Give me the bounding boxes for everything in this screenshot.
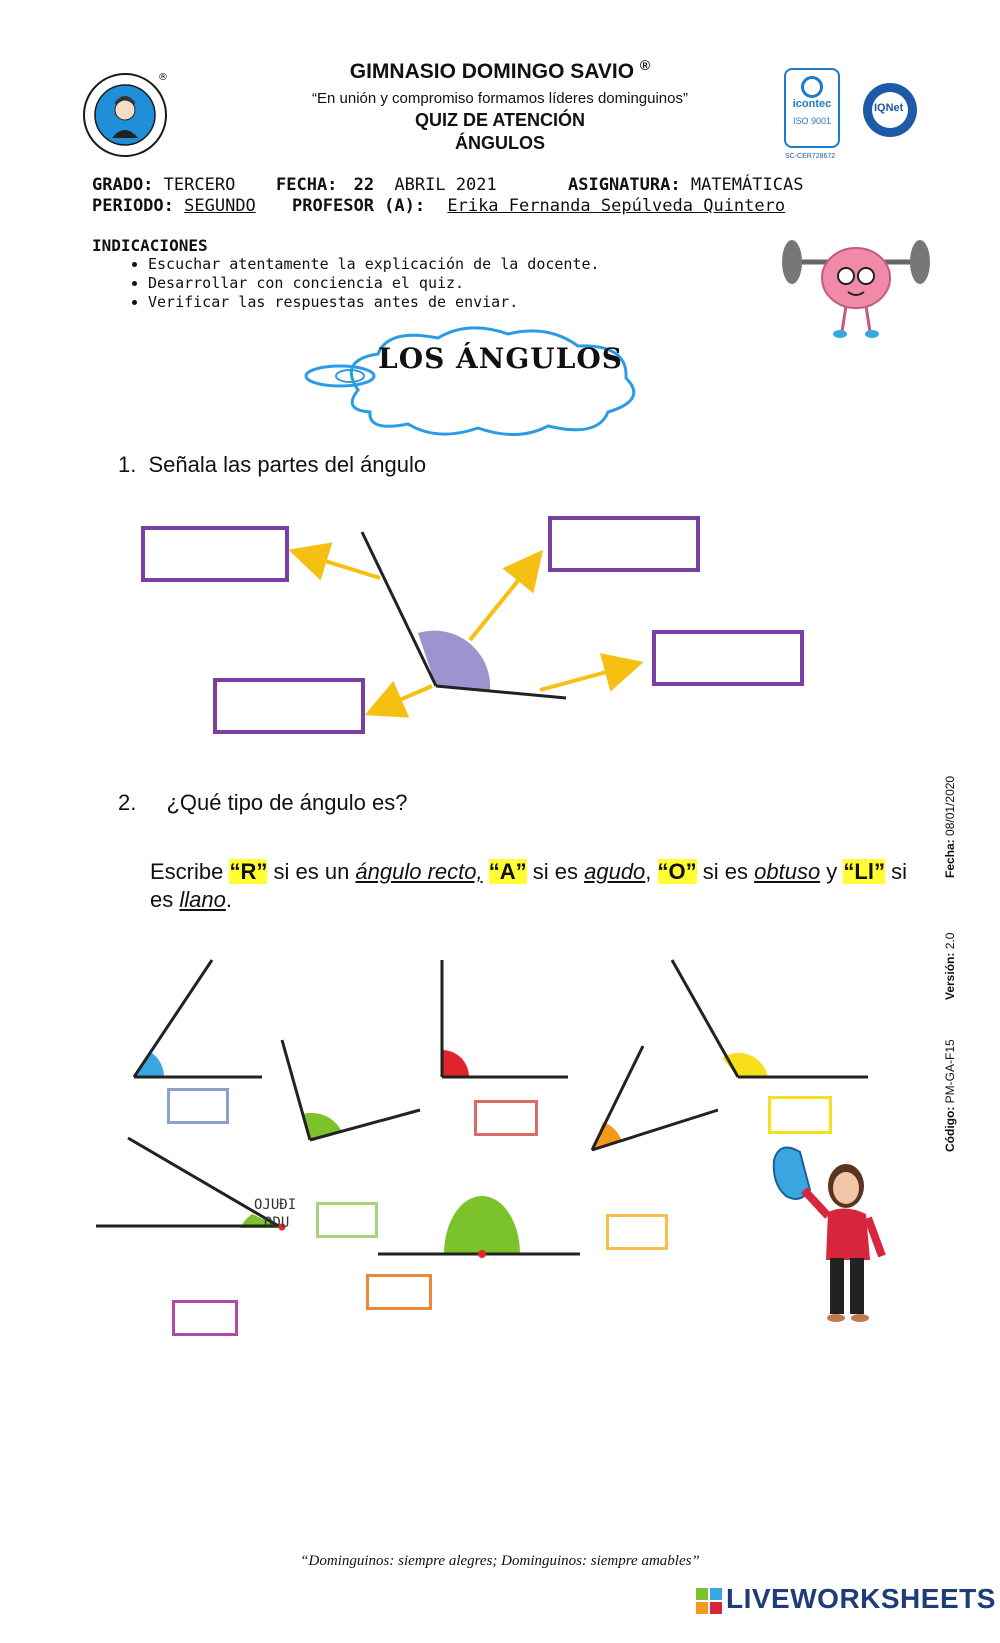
key-r: “R” <box>229 859 268 884</box>
key-o: “O” <box>657 859 697 884</box>
profesor-value: Erika Fernanda Sepúlveda Quintero <box>447 196 786 216</box>
answer-box-side-2[interactable] <box>548 516 700 572</box>
answer-box-angle[interactable] <box>213 678 365 734</box>
asignatura-value: MATEMÁTICAS <box>690 175 804 195</box>
asignatura-field <box>568 175 803 195</box>
periodo-label: PERIODO: <box>92 196 174 216</box>
icontec-logo <box>784 68 840 148</box>
indicaciones-list <box>120 255 600 312</box>
quiz-title-line: QUIZ DE ATENCIÓN <box>415 110 585 130</box>
fecha-field <box>276 175 497 195</box>
indicacion-item: • Verificar las respuestas antes de enviar. <box>148 293 600 312</box>
type-agudo: agudo <box>584 859 646 884</box>
quiz-subtitle: ÁNGULOS <box>455 133 545 153</box>
indicaciones-title: INDICACIONES <box>92 236 208 255</box>
fecha-label: FECHA: <box>276 175 338 195</box>
side-codigo-value: PM-GA-F15 <box>943 1039 957 1104</box>
instr-text <box>483 859 489 884</box>
type-obtuso: obtuso <box>754 859 821 884</box>
answer-box-vertex[interactable] <box>652 630 804 686</box>
instr-text: , <box>645 859 658 884</box>
answer-box-small-angle[interactable] <box>172 1300 238 1336</box>
instr-text: y <box>820 859 844 884</box>
instr-text: Escribe <box>150 859 230 884</box>
iqnet-logo <box>862 82 918 138</box>
side-codigo-label: Código: <box>943 1106 957 1152</box>
registered-mark: ® <box>639 57 651 73</box>
answer-box-yellow-angle[interactable] <box>768 1096 832 1134</box>
side-fecha <box>943 776 957 878</box>
answer-box-orange-angle[interactable] <box>606 1214 668 1250</box>
question-2-number: 2. <box>118 790 137 815</box>
grado-value: TERCERO <box>163 175 236 195</box>
asignatura-label: ASIGNATURA: <box>568 175 681 195</box>
key-a: “A” <box>488 859 527 884</box>
answer-box-llano-angle[interactable] <box>366 1274 432 1310</box>
mirrored-line-2: ODU <box>264 1215 290 1231</box>
icontec-icon <box>801 76 823 98</box>
side-codigo <box>943 1039 957 1152</box>
type-llano: llano <box>179 887 226 912</box>
side-fecha-value: 08/01/2020 <box>943 775 957 836</box>
side-fecha-label: Fecha: <box>943 839 957 878</box>
school-motto: “En unión y compromiso formamos líderes dominguinos” <box>312 90 688 107</box>
footer-quote: “Dominguinos: siempre alegres; Dominguinos: siempre amables” <box>300 1553 700 1569</box>
mirrored-line-1: OJUÐI <box>254 1197 297 1213</box>
instr-text: si es un <box>267 859 356 884</box>
brain-mascot-illustration <box>776 232 936 352</box>
instr-text: si es <box>526 859 585 884</box>
question-1-number: 1. <box>118 452 137 477</box>
info-row-2 <box>92 196 785 216</box>
mirrored-text-fragment <box>254 1196 296 1232</box>
iqnet-label: IQNet <box>874 102 904 114</box>
banner-title: LOS ÁNGULOS <box>378 342 623 375</box>
type-recto: ángulo recto, <box>355 859 483 884</box>
question-1-heading <box>118 452 426 478</box>
question-2-instructions <box>150 858 910 914</box>
school-name <box>0 57 1000 84</box>
indicacion-item: • Escuchar atentamente la explicación de la docente. <box>148 255 600 274</box>
cert-code: SC-CER728672 <box>785 153 836 160</box>
liveworksheets-logo <box>696 1588 722 1614</box>
question-1-text: Señala las partes del ángulo <box>148 452 427 477</box>
icontec-label: icontec <box>792 98 832 110</box>
side-version-label: Versión: <box>943 952 957 1000</box>
answer-box-green-angle[interactable] <box>316 1202 378 1238</box>
instr-text: . <box>225 887 232 912</box>
instr-text: si es <box>150 859 907 912</box>
indicacion-item: • Desarrollar con conciencia el quiz. <box>148 274 600 293</box>
answer-box-red-angle[interactable] <box>474 1100 538 1136</box>
key-ll: “Ll” <box>843 859 885 884</box>
iso-label: ISO 9001 <box>792 116 832 126</box>
question-2-text: ¿Qué tipo de ángulo es? <box>166 790 408 815</box>
instr-text: si es <box>696 859 755 884</box>
teacher-avatar-illustration <box>770 1140 910 1330</box>
profesor-label: PROFESOR (A): <box>292 196 426 216</box>
liveworksheets-brand[interactable]: LIVEWORKSHEETS <box>726 1583 996 1614</box>
answer-box-side-1[interactable] <box>141 526 289 582</box>
fecha-value: ABRIL 2021 <box>394 175 497 195</box>
side-version <box>943 933 957 1000</box>
answer-box-blue-angle[interactable] <box>167 1088 229 1124</box>
info-row-1 <box>92 175 235 195</box>
quiz-title <box>0 109 1000 155</box>
periodo-value: SEGUNDO <box>184 196 256 216</box>
school-name-text: GIMNASIO DOMINGO SAVIO <box>349 60 635 83</box>
logo-registered-mark: ® <box>158 72 168 83</box>
grado-label: GRADO: <box>92 175 154 195</box>
side-version-value: 2.0 <box>943 932 957 950</box>
fecha-day: 22 <box>353 175 375 195</box>
question-2-heading <box>118 790 407 816</box>
title-cloud-banner <box>298 320 658 440</box>
